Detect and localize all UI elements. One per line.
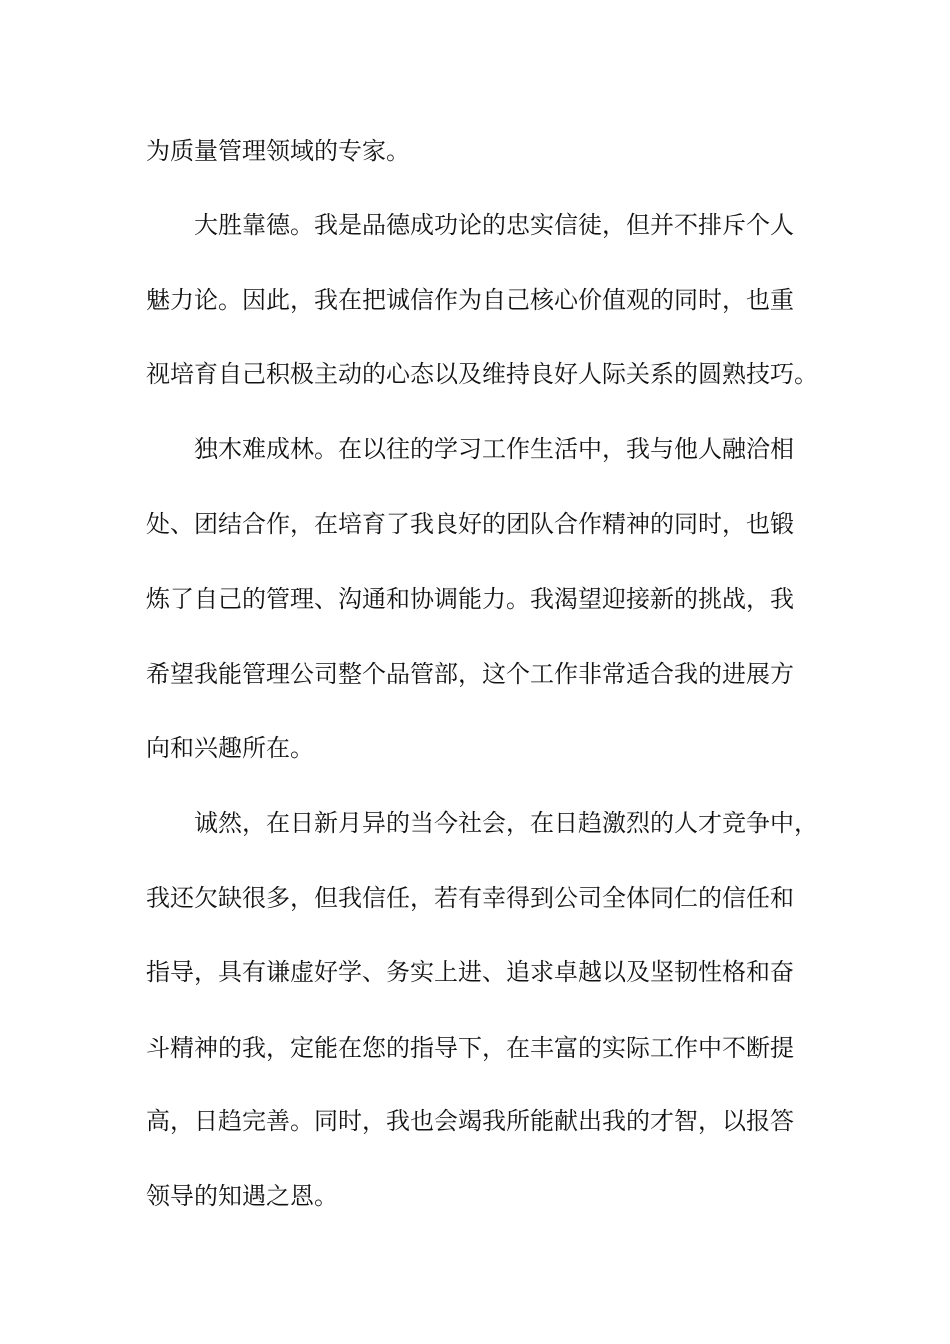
text-line: 为质量管理领域的专家。 <box>146 137 410 165</box>
text-line: 视培育自己积极主动的心态以及维持良好人际关系的圆熟技巧。 <box>146 360 818 388</box>
text-line: 领导的知遇之恩。 <box>146 1182 338 1210</box>
paragraph-start-line: 诚然，在日新月异的当今社会，在日趋激烈的人才竞争中， <box>194 809 818 837</box>
paragraph-start-line: 大胜靠德。我是品德成功论的忠实信徒，但并不排斥个人 <box>194 211 794 239</box>
text-line: 指导，具有谦虚好学、务实上进、追求卓越以及坚韧性格和奋 <box>146 958 794 986</box>
text-line: 炼了自己的管理、沟通和协调能力。我渴望迎接新的挑战，我 <box>146 585 794 613</box>
text-line: 我还欠缺很多，但我信任，若有幸得到公司全体同仁的信任和 <box>146 884 794 912</box>
text-line: 向和兴趣所在。 <box>146 734 314 762</box>
text-line: 希望我能管理公司整个品管部，这个工作非常适合我的进展方 <box>146 660 794 688</box>
text-line: 魅力论。因此，我在把诚信作为自己核心价值观的同时，也重 <box>146 286 794 314</box>
text-line: 斗精神的我，定能在您的指导下，在丰富的实际工作中不断提 <box>146 1034 794 1062</box>
paragraph-start-line: 独木难成林。在以往的学习工作生活中，我与他人融洽相 <box>194 435 794 463</box>
text-line: 高，日趋完善。同时，我也会竭我所能献出我的才智，以报答 <box>146 1107 794 1135</box>
text-line: 处、团结合作，在培育了我良好的团队合作精神的同时，也锻 <box>146 510 794 538</box>
